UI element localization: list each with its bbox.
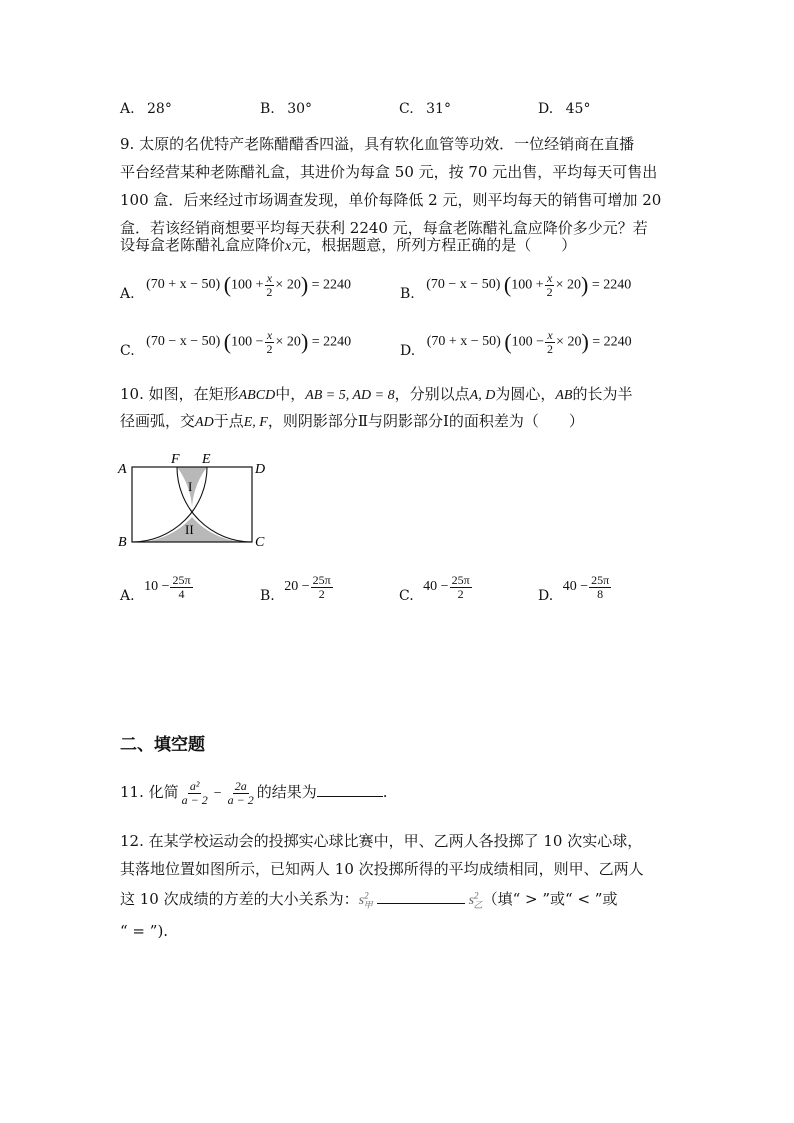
option-lead: 40 − [562, 579, 589, 595]
q12-text: （填“ > ”或“ < ”或 [482, 890, 618, 908]
paren-open: ( [504, 329, 512, 355]
label-c: C [255, 535, 265, 550]
option-right-post: × 20 [555, 277, 582, 293]
option-text: 31° [426, 101, 451, 117]
option-rhs: = 2240 [591, 277, 632, 293]
option-lead: 10 − [144, 579, 170, 595]
q10-option-c [399, 573, 473, 605]
q9-line-2: 平台经营某种老陈醋礼盒，其进价为每盒 50 元，按 70 元出售，平均每天可售出 [120, 163, 658, 181]
label-d: D [255, 462, 266, 477]
fraction-denominator: 2 [546, 284, 553, 299]
label-b: B [118, 535, 127, 550]
q10-text: ，分别以点 [394, 385, 470, 403]
q9-line-5-post: 元，根据题意，所列方程正确的是（ ） [291, 236, 577, 254]
option-letter: B. [400, 286, 415, 303]
fraction-numerator: a² [189, 779, 200, 793]
option-left-factor: (70 + x − 50) [426, 334, 501, 350]
q10-text: 10. 如图，在矩形 [120, 385, 239, 403]
q10-segment-ad: AD [195, 415, 214, 430]
variance-yi [468, 890, 483, 910]
option-letter: D. [538, 101, 554, 117]
label-e: E [202, 452, 211, 467]
option-letter: C. [399, 588, 414, 605]
option-right-pre: 100 − [511, 334, 545, 350]
section-heading-fill-in: 二、填空题 [120, 735, 205, 755]
fraction-denominator: 2 [266, 341, 273, 356]
paren-open: ( [223, 272, 232, 298]
subscript: 甲 [363, 899, 373, 910]
option-right-pre: 100 − [231, 334, 264, 350]
option-right-post: × 20 [275, 334, 301, 350]
paren-close: ) [581, 272, 589, 298]
superscript: 2 [364, 890, 369, 901]
option-letter: C. [120, 343, 135, 360]
fraction-denominator: 4 [178, 586, 185, 601]
q11-text: 的结果为 [256, 783, 317, 802]
q9-line-3: 100 盒．后来经过市场调查发现，单价每降低 2 元，则平均每天的销售可增加 20 [120, 191, 662, 209]
option-right-post: × 20 [556, 334, 582, 350]
fraction-denominator: 2 [266, 284, 273, 299]
fraction-numerator: 25π [451, 573, 470, 587]
q9-option-b [400, 271, 632, 303]
label-region-1: I [188, 479, 193, 494]
fraction-denominator: a − 2 [227, 792, 254, 807]
option-rhs: = 2240 [592, 334, 632, 350]
variance-symbol: s [358, 893, 365, 908]
q12-text: 这 10 次成绩的方差的大小关系为： [120, 890, 359, 908]
fraction-denominator: 2 [457, 586, 464, 601]
q10-rect-name: ABCD [238, 388, 276, 403]
fraction-numerator: x [547, 328, 553, 342]
option-letter: C. [399, 101, 414, 117]
label-f: F [171, 452, 180, 467]
q10-line-1 [120, 383, 632, 404]
paren-close: ) [581, 329, 589, 355]
fraction-denominator: 2 [318, 586, 325, 601]
q11-text: 11. 化简 [120, 783, 179, 802]
option-letter: B. [260, 588, 275, 605]
q11-text: . [382, 783, 388, 802]
q8-option-b [260, 101, 312, 117]
q9-line-5-pre: 设每盒老陈醋礼盒应降价 [120, 236, 286, 254]
option-letter: A. [120, 286, 135, 303]
fraction-numerator: 2a [234, 779, 247, 793]
option-letter: A. [120, 588, 135, 605]
paren-close: ) [300, 329, 309, 355]
q10-text: 为圆心， [495, 385, 556, 403]
fraction-numerator: 25π [172, 573, 191, 587]
q11-fraction-2 [226, 780, 256, 806]
option-rhs: = 2240 [311, 277, 352, 293]
q10-text: 径画弧，交 [120, 412, 196, 430]
fraction-denominator: a − 2 [181, 792, 208, 807]
option-text: 30° [287, 101, 313, 117]
q10-line-2 [120, 410, 584, 431]
q8-option-a [120, 101, 172, 117]
q10-text: 于点 [213, 412, 244, 430]
q8-option-d [538, 101, 590, 117]
q10-option-b [260, 573, 334, 605]
q12-answer-blank[interactable] [377, 903, 465, 904]
option-letter: B. [260, 101, 275, 117]
paren-open: ( [503, 272, 512, 298]
option-letter: D. [538, 588, 554, 605]
fraction [545, 329, 555, 355]
option-text: 45° [565, 101, 591, 117]
fraction [311, 574, 333, 600]
fraction [545, 272, 555, 298]
q9-variable-x: x [285, 239, 292, 254]
option-lead: 40 − [423, 579, 449, 595]
q12-line-3 [120, 888, 617, 911]
q12-line-1: 12. 在某学校运动会的投掷实心球比赛中，甲、乙两人各投掷了 10 次实心球， [120, 832, 643, 850]
option-left-factor: (70 + x − 50) [146, 277, 221, 293]
q10-condition: AB = 5, AD = 8 [305, 388, 395, 403]
paren-close: ) [300, 272, 309, 298]
option-left-factor: (70 − x − 50) [146, 334, 221, 350]
q12-line-4: “ = ”). [120, 922, 169, 940]
q10-text: ，则阴影部分Ⅱ与阴影部分Ⅰ的面积差为（ ） [267, 412, 584, 430]
q9-option-a [120, 271, 352, 303]
option-right-post: × 20 [275, 277, 301, 293]
q10-option-a [120, 573, 194, 605]
fraction-numerator: x [546, 271, 553, 285]
label-a: A [118, 462, 127, 477]
q9-option-c [120, 328, 352, 360]
option-right-pre: 100 + [231, 277, 264, 293]
label-region-2: II [185, 522, 194, 537]
q12-line-2: 其落地位置如图所示，已知两人 10 次投掷所得的平均成绩相同，则甲、乙两人 [120, 860, 644, 878]
paren-open: ( [223, 329, 232, 355]
q8-option-c [399, 101, 451, 117]
option-letter: A. [120, 101, 135, 117]
option-letter: D. [400, 343, 416, 360]
variance-jia [358, 890, 373, 910]
option-text: 28° [147, 101, 172, 117]
fraction [170, 574, 192, 600]
q11-answer-blank[interactable] [317, 796, 383, 797]
q10-centers: A, D [469, 388, 496, 403]
fraction-numerator: 25π [312, 573, 331, 587]
q9-option-d [400, 328, 632, 360]
q10-text: 中， [275, 385, 306, 403]
fraction [450, 574, 472, 600]
q10-points-ef: E, F [243, 415, 268, 430]
q11-fraction-1 [180, 780, 210, 806]
q9-line-4: 盒．若该经销商想要平均每天获利 2240 元，每盒老陈醋礼盒应降价多少元？若 [120, 219, 648, 237]
superscript: 2 [474, 890, 479, 901]
q10-segment-ab: AB [555, 388, 573, 403]
fraction-numerator: x [266, 271, 273, 285]
fraction-denominator: 8 [597, 586, 604, 601]
option-rhs: = 2240 [311, 334, 352, 350]
fraction-numerator: x [266, 328, 273, 342]
variance-symbol: s [468, 893, 475, 908]
option-lead: 20 − [284, 579, 310, 595]
minus-sign: − [213, 786, 222, 802]
fraction [265, 329, 275, 355]
option-right-pre: 100 + [511, 277, 544, 293]
fraction-numerator: 25π [591, 573, 610, 587]
subscript: 乙 [473, 899, 483, 910]
q11-line [120, 780, 388, 806]
fraction [264, 272, 274, 298]
q10-option-d [538, 573, 612, 605]
fraction [589, 574, 611, 600]
q9-line-5 [120, 234, 576, 255]
q9-line-1: 9. 太原的名优特产老陈醋醋香四溢，具有软化血管等功效．一位经销商在直播 [120, 135, 635, 153]
q10-text: 的长为半 [572, 385, 633, 403]
option-left-factor: (70 − x − 50) [426, 277, 501, 293]
q10-figure [112, 446, 272, 556]
fraction-denominator: 2 [547, 341, 554, 356]
